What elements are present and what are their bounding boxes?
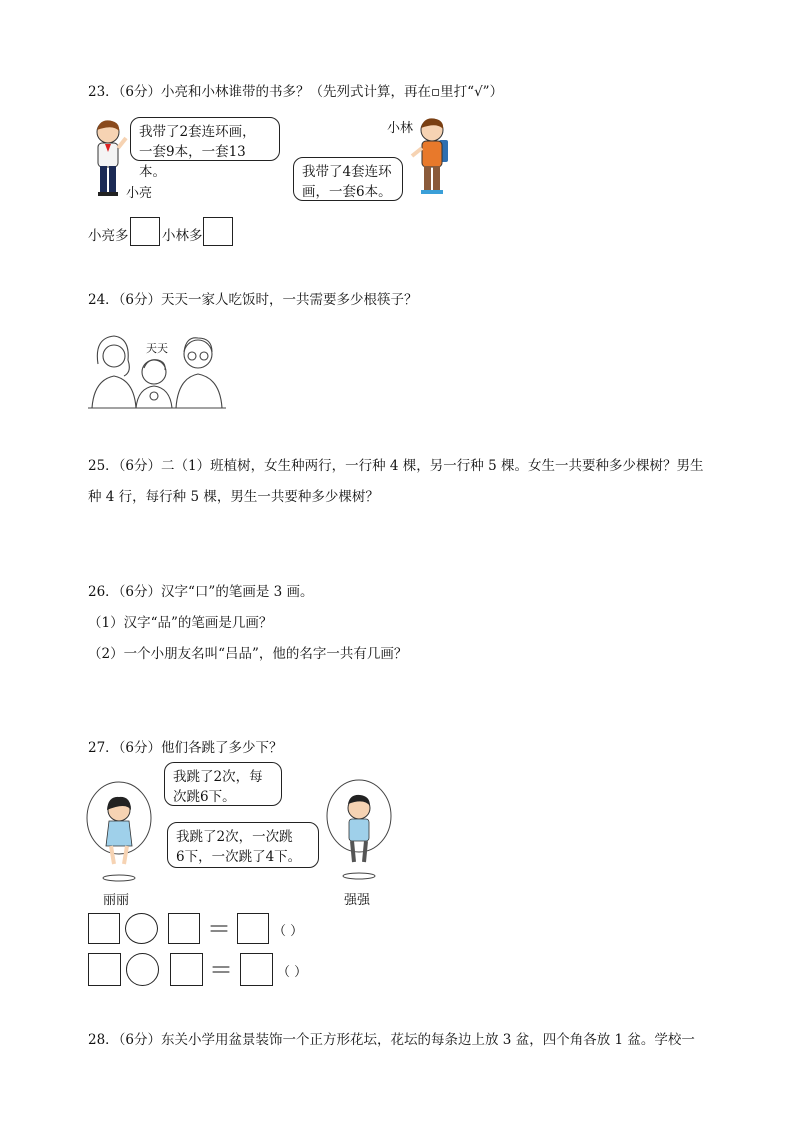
speech-bubble-xiaoliang (130, 117, 280, 180)
question-24-text: 24．（6分）天天一家人吃饭时，一共需要多少根筷子？ (88, 292, 418, 308)
equation1-equals-sign: ＝ (207, 915, 231, 943)
answer-label-xiaolin: 小林多 (162, 228, 203, 244)
bubble-line: 我带了4套连环 (302, 164, 392, 180)
question-27-text: 27．（6分）他们各跳了多少下？ (88, 740, 283, 756)
question-25-line1: 25．（6分）二（1）班植树，女生种两行，一行种 4 棵，另一行种 5 棵。女生一共要种多少棵树？男生 (88, 458, 704, 474)
name-lili: 丽丽 (103, 893, 130, 908)
name-tiantian: 天天 (146, 342, 168, 355)
name-xiaoliang: 小亮 (126, 186, 153, 201)
equation1-operator-circle[interactable] (125, 913, 158, 944)
equation1-unit-paren[interactable]: （ ） (273, 924, 304, 939)
bubble-line: 画，一套6本。 (302, 184, 392, 200)
question-26-sub2: （2）一个小朋友名叫“吕品”，他的名字一共有几画？ (88, 646, 408, 662)
equation2-blank-2[interactable] (170, 953, 203, 986)
bubble-line: 一套9本，一套13本。 (139, 144, 246, 180)
checkbox-xiaoliang-more[interactable] (130, 217, 160, 246)
girl-lili-jumping-illustration (84, 780, 154, 886)
equation1-blank-1[interactable] (88, 913, 120, 944)
checkbox-xiaolin-more[interactable] (203, 217, 233, 246)
question-26-text: 26．（6分）汉字“口”的笔画是 3 画。 (88, 584, 314, 600)
question-28-text: 28．（6分）东关小学用盆景装饰一个正方形花坛，花坛的每条边上放 3 盆，四个角各放 1 盆。学校一 (88, 1032, 695, 1048)
equation2-blank-1[interactable] (88, 953, 121, 986)
name-qiangqiang: 强强 (344, 893, 371, 908)
family-dinner-illustration (88, 324, 228, 410)
bubble-line: 6下，一次跳了4下。 (176, 849, 302, 865)
speech-bubble-qiangqiang (167, 822, 319, 868)
bubble-line: 我跳了2次，一次跳 (176, 829, 293, 845)
boy-xiaoliang-illustration (88, 118, 128, 198)
bubble-line: 次跳6下。 (173, 789, 236, 805)
boy-xiaolin-illustration (412, 116, 452, 198)
question-25-line2: 种 4 行，每行种 5 棵，男生一共要种多少棵树？ (88, 489, 379, 505)
equation2-result-blank[interactable] (240, 953, 273, 986)
equation1-blank-2[interactable] (168, 913, 200, 944)
name-xiaolin: 小林 (387, 121, 414, 136)
answer-label-xiaoliang: 小亮多 (88, 228, 129, 244)
question-23-text: 23．（6分）小亮和小林谁带的书多？（先列式计算，再在▫里打“√”） (88, 84, 504, 100)
question-26-sub1: （1）汉字“品”的笔画是几画？ (88, 615, 273, 631)
speech-bubble-lili (164, 762, 282, 806)
equation2-operator-circle[interactable] (126, 953, 159, 986)
equation2-equals-sign: ＝ (209, 956, 233, 984)
equation2-unit-paren[interactable]: （ ） (277, 965, 308, 980)
boy-qiangqiang-jumping-illustration (324, 778, 394, 884)
equation1-result-blank[interactable] (237, 913, 269, 944)
bubble-line: 我跳了2次，每 (173, 769, 263, 785)
bubble-line: 我带了2套连环画， (139, 124, 256, 140)
speech-bubble-xiaolin (293, 157, 403, 201)
